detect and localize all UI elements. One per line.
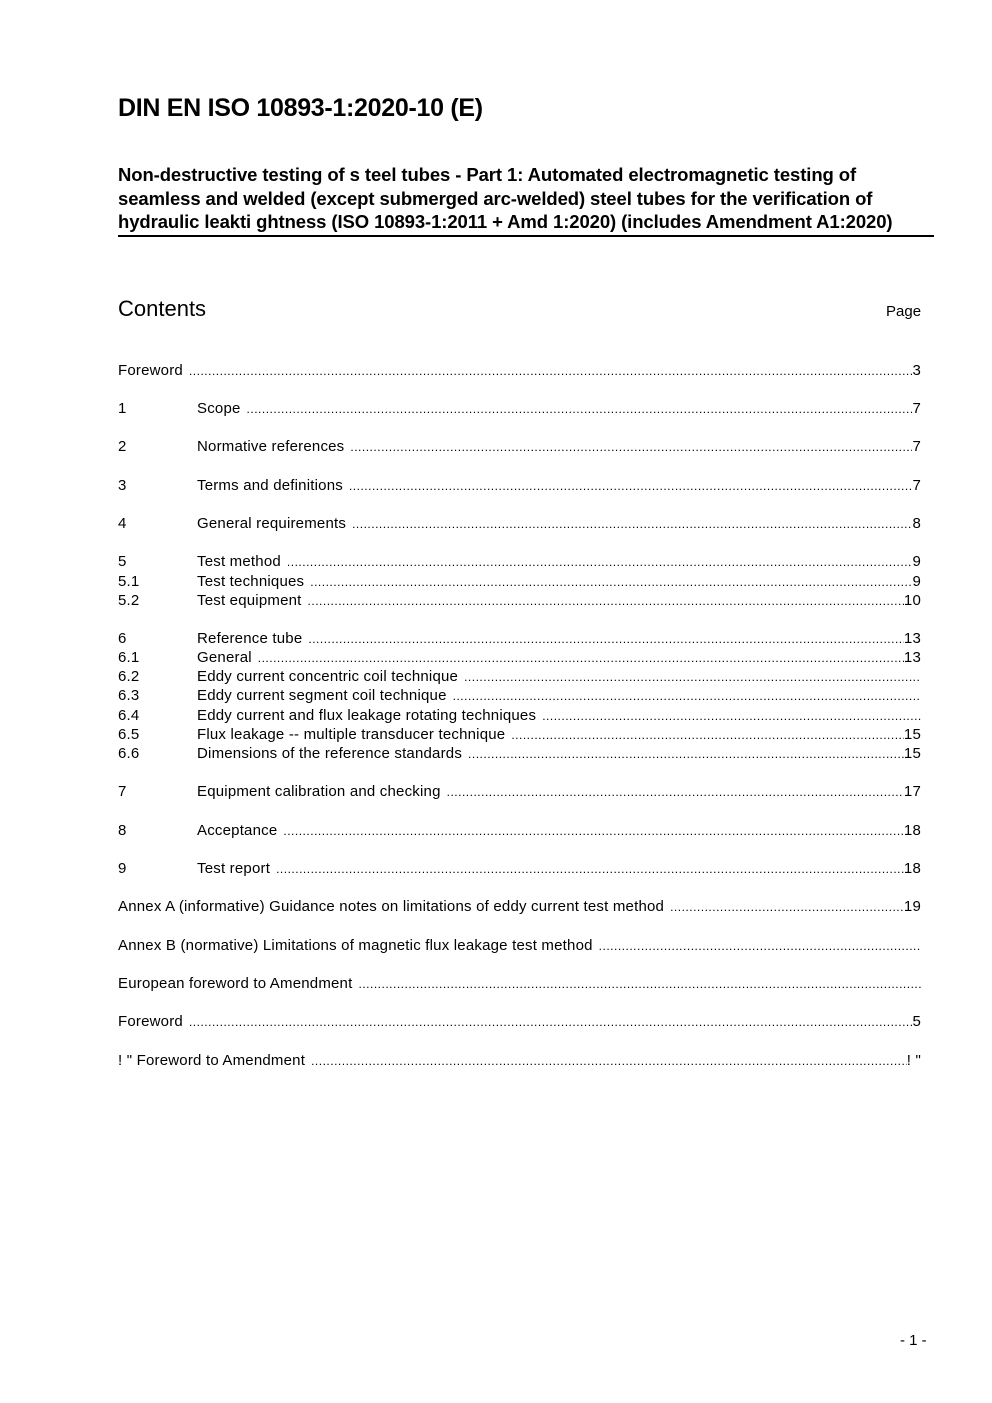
toc-leader-dots [670,897,904,917]
toc-entry-page: 18 [903,822,921,839]
toc-entry-number: 6.1 [118,649,140,666]
toc-entry-page: 8 [912,515,921,532]
toc-entry-title: Scope [197,400,241,417]
toc-leader-dots [350,437,912,457]
toc-entry-page: 9 [912,553,921,570]
toc-entry[interactable] [118,897,921,917]
toc-entry[interactable] [118,725,921,745]
toc-entry-title: Terms and definitions [197,477,343,494]
toc-leader-dots [599,936,921,956]
toc-entry[interactable] [118,648,921,668]
toc-entry[interactable] [118,437,921,457]
toc-leader-dots [447,782,904,802]
toc-entry[interactable] [118,514,921,534]
toc-leader-dots [311,1051,907,1071]
toc-entry-title: Eddy current concentric coil technique [197,668,459,685]
toc-leader-dots [283,821,904,841]
toc-entry[interactable] [118,936,921,956]
toc-entry-number: 9 [118,860,127,877]
toc-entry-page: 15 [903,726,921,743]
document-title: Non-destructive testing of s teel tubes - Part 1: Automated electromagnetic testing of seamless and welded (except submerged arc-welded) steel tubes for the verification of hydraulic leakti ghtness (ISO 10893-1:2011 + Amd 1:2020) (includes Amendment A1:2020) [118,163,934,237]
toc-entry-title: Test method [197,553,281,570]
toc-entry-title: ! " Foreword to Amendment [118,1052,306,1069]
toc-entry-number: 5.1 [118,573,140,590]
toc-entry-number: 6.3 [118,687,140,704]
toc-entry[interactable] [118,1012,921,1032]
toc-entry-page: 18 [903,860,921,877]
toc-leader-dots [189,1012,912,1032]
footer-page-number: - 1 - [900,1332,927,1349]
toc-leader-dots [542,706,921,726]
toc-entry-title: European foreword to Amendment [118,975,353,992]
toc-entry-number: 4 [118,515,127,532]
toc-entry[interactable] [118,361,921,381]
toc-entry-number: 7 [118,783,127,800]
toc-entry-page: 7 [912,477,921,494]
toc-entry-title: Test report [197,860,271,877]
toc-entry[interactable] [118,686,921,706]
toc-entry-number: 6.6 [118,745,140,762]
toc-leader-dots [358,974,921,994]
toc-entry[interactable] [118,552,921,572]
toc-entry-title: Normative references [197,438,345,455]
toc-leader-dots [308,591,904,611]
toc-leader-dots [308,629,904,649]
toc-entry[interactable] [118,859,921,879]
toc-entry-number: 2 [118,438,127,455]
toc-entry-number: 6 [118,630,127,647]
toc-entry-number: 5.2 [118,592,140,609]
toc-entry[interactable] [118,706,921,726]
table-of-contents [118,0,921,1403]
toc-entry-page: 3 [912,362,921,379]
toc-entry-title: Annex B (normative) Limitations of magnetic flux leakage test method [118,937,593,954]
toc-entry-number: 8 [118,822,127,839]
document-id: DIN EN ISO 10893-1:2020-10 (E) [118,94,483,122]
toc-entry-page: 19 [903,898,921,915]
toc-entry[interactable] [118,629,921,649]
toc-entry[interactable] [118,974,921,994]
toc-entry-number: 6.2 [118,668,140,685]
toc-entry[interactable] [118,821,921,841]
toc-leader-dots [310,572,912,592]
toc-leader-dots [453,686,921,706]
toc-entry-page: 13 [903,649,921,666]
toc-entry-title: Reference tube [197,630,303,647]
toc-entry[interactable] [118,744,921,764]
toc-entry-title: General requirements [197,515,347,532]
toc-entry-page: 10 [903,592,921,609]
toc-entry-title: Foreword [118,1013,183,1030]
toc-entry-page: 7 [912,400,921,417]
toc-entry-page: 7 [912,438,921,455]
toc-entry-title: Flux leakage -- multiple transducer technique [197,726,506,743]
toc-entry[interactable] [118,667,921,687]
toc-entry-number: 1 [118,400,127,417]
toc-entry-number: 3 [118,477,127,494]
toc-entry-page: 13 [903,630,921,647]
toc-entry-page: 9 [912,573,921,590]
toc-entry-title: Acceptance [197,822,278,839]
toc-entry-title: Dimensions of the reference standards [197,745,463,762]
toc-entry[interactable] [118,399,921,419]
toc-leader-dots [468,744,904,764]
toc-entry-title: Annex A (informative) Guidance notes on limitations of eddy current test method [118,898,665,915]
toc-leader-dots [464,667,921,687]
toc-leader-dots [258,648,904,668]
toc-entry-title: Foreword [118,362,183,379]
toc-entry-title: Eddy current and flux leakage rotating techniques [197,707,537,724]
toc-entry[interactable] [118,1051,921,1071]
toc-entry-page: 17 [903,783,921,800]
toc-leader-dots [287,552,913,572]
toc-entry-number: 5 [118,553,127,570]
toc-entry-number: 6.4 [118,707,140,724]
toc-leader-dots [511,725,904,745]
toc-entry-title: Equipment calibration and checking [197,783,441,800]
toc-leader-dots [349,476,913,496]
toc-leader-dots [189,361,912,381]
toc-entry-title: General [197,649,252,666]
toc-entry[interactable] [118,476,921,496]
contents-heading: Contents [118,296,207,321]
toc-leader-dots [352,514,912,534]
toc-entry[interactable] [118,572,921,592]
toc-entry[interactable] [118,782,921,802]
toc-entry-number: 6.5 [118,726,140,743]
toc-leader-dots [247,399,913,419]
toc-leader-dots [276,859,904,879]
toc-entry-page: 15 [903,745,921,762]
toc-entry[interactable] [118,591,921,611]
toc-entry-title: Test techniques [197,573,305,590]
page-column-label: Page [886,303,922,320]
toc-entry-page: 5 [912,1013,921,1030]
toc-entry-title: Test equipment [197,592,302,609]
toc-entry-title: Eddy current segment coil technique [197,687,447,704]
toc-entry-page: ! " [906,1052,921,1069]
